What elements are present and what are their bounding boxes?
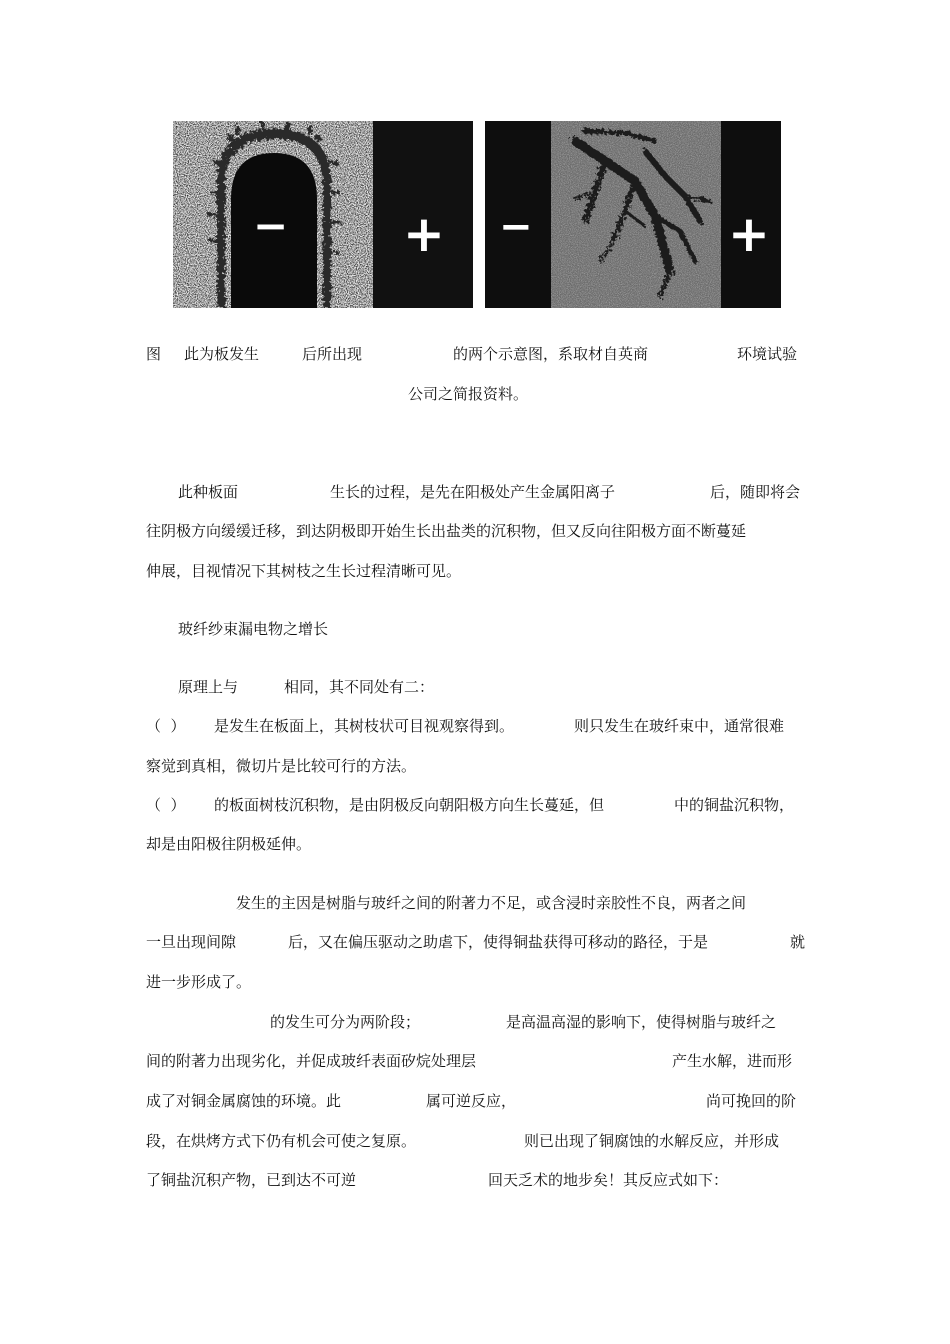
paragraph-text: 是高温高湿的影响下，使得树脂与玻纤之 [506, 1013, 777, 1031]
caption-text: 后所出现 [302, 345, 363, 363]
paragraph-text: 相同，其不同处有二： [284, 678, 435, 696]
figure-left-panel [173, 121, 473, 308]
paragraph-text: 后，又在偏压驱动之助虐下，使得铜盐获得可移动的路径，于是 [288, 933, 709, 951]
paragraph-text: 则只发生在玻纤束中，通常很难 [574, 717, 785, 735]
paragraph-text: 一旦出现间隙 [146, 933, 237, 951]
cathode-minus-sign: − [253, 201, 289, 250]
anode-plus-sign: + [728, 205, 770, 263]
paragraph-text: 进一步形成了。 [146, 973, 252, 991]
anode-plus-sign: + [403, 205, 445, 263]
paragraph-text: 发生的主因是树脂与玻纤之间的附著力不足，或含浸时亲胶性不良，两者之间 [236, 894, 747, 912]
paragraph-text: 后，随即将会 [710, 483, 801, 501]
list-marker: （ ） [146, 717, 186, 735]
paragraph-text: 察觉到真相，微切片是比较可行的方法。 [146, 757, 417, 775]
paragraph-text: 了铜盐沉积产物，已到达不可逆 [146, 1171, 357, 1189]
paragraph-text: 此种板面 [178, 483, 239, 501]
paragraph-text: 成了对铜金属腐蚀的环境。此 [146, 1092, 342, 1110]
paragraph-text: 就 [790, 933, 806, 951]
caption-text: 公司之简报资料。 [408, 385, 529, 403]
paragraph-text: 原理上与 [178, 678, 239, 696]
paragraph-text: 往阴极方向缓缓迁移，到达阴极即开始生长出盐类的沉积物，但又反向往阳极方面不断蔓延 [146, 522, 747, 540]
paragraph-text: 生长的过程，是先在阳极处产生金属阳离子 [330, 483, 616, 501]
paragraph-text: 间的附著力出现劣化，并促成玻纤表面矽烷处理层 [146, 1052, 477, 1070]
paragraph-text: 的发生可分为两阶段； [270, 1013, 421, 1031]
dendrite-figure [173, 121, 781, 308]
paragraph-text: 是发生在板面上，其树枝状可目视观察得到。 [214, 717, 515, 735]
caption-fig-label: 图 [146, 345, 162, 363]
paragraph-text: 属可逆反应， [426, 1092, 517, 1110]
section-heading: 玻纤纱束漏电物之增长 [178, 620, 329, 638]
caption-text: 此为板发生 [184, 345, 260, 363]
paragraph-text: 段，在烘烤方式下仍有机会可使之复原。 [146, 1132, 417, 1150]
paragraph-text: 的板面树枝沉积物，是由阴极反向朝阳极方向生长蔓延，但 [214, 796, 605, 814]
cathode-minus-sign: − [499, 204, 533, 250]
paragraph-text: 中的铜盐沉积物， [674, 796, 795, 814]
paragraph-text: 尚可挽回的阶 [706, 1092, 797, 1110]
paragraph-text: 伸展，目视情况下其树枝之生长过程清晰可见。 [146, 562, 462, 580]
paragraph-text: 产生水解，进而形 [672, 1052, 793, 1070]
paragraph-text: 却是由阳极往阴极延伸。 [146, 835, 312, 853]
paragraph-text: 回天乏术的地步矣！其反应式如下： [488, 1171, 729, 1189]
figure-right-panel [485, 121, 781, 308]
list-marker: （ ） [146, 796, 186, 814]
caption-text: 环境试验 [737, 345, 798, 363]
caption-text: 的两个示意图，系取材自英商 [453, 345, 649, 363]
paragraph-text: 则已出现了铜腐蚀的水解反应，并形成 [524, 1132, 780, 1150]
